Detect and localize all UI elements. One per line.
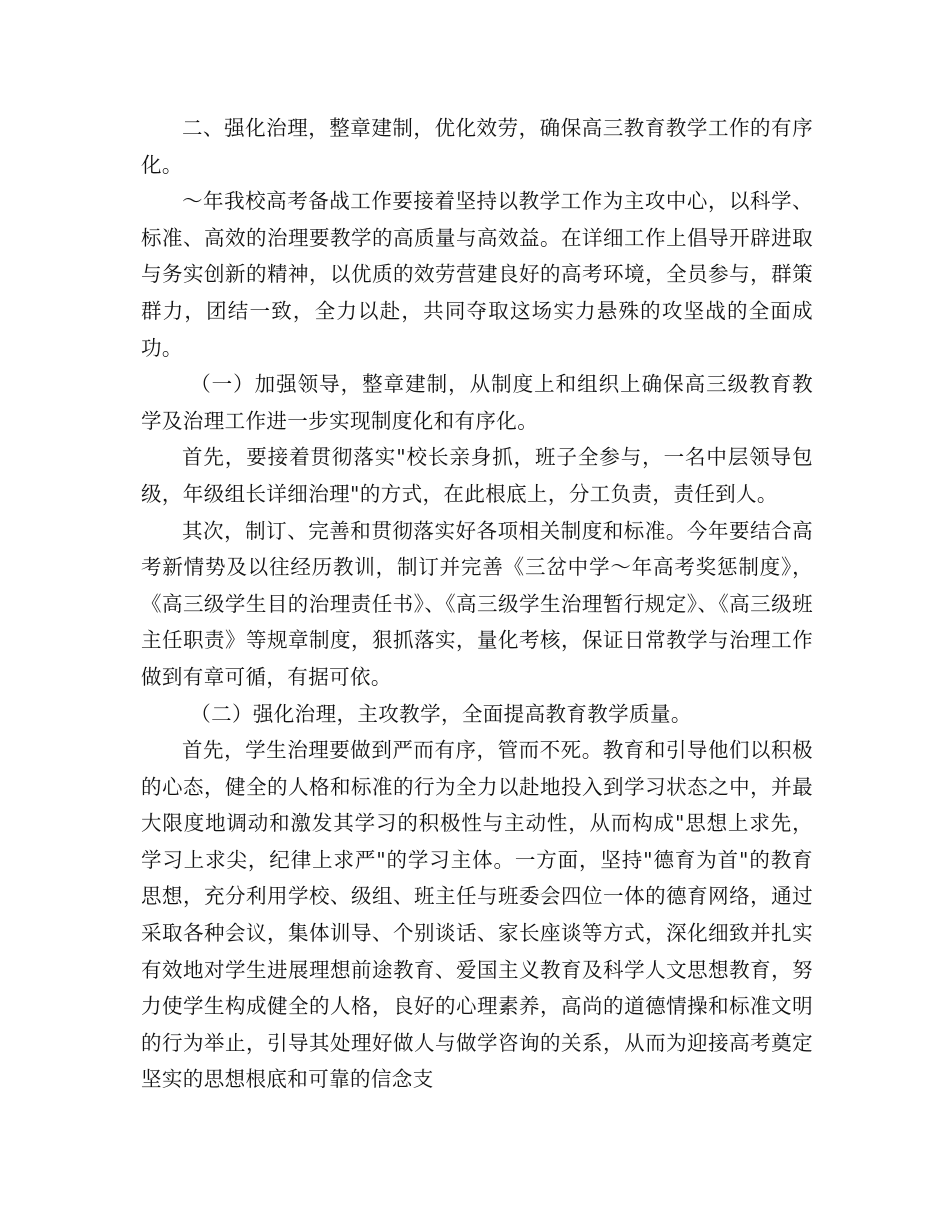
body-paragraph: 首先，要接着贯彻落实"校长亲身抓，班子全参与，一名中层领导包级，年级组长详细治理"的方式，在此根底上，分工负责，责任到人。: [141, 445, 813, 506]
document-body: [141, 110, 813, 1098]
body-paragraph: 其次，制订、完善和贯彻落实好各项相关制度和标准。今年要结合高考新情势及以往经历教训，制订并完善《三岔中学～年高考奖惩制度》，《高三级学生目的治理责任书》、《高三级学生治理暂行规定》、《高三级班主任职责》等规章制度，狠抓落实，量化考核，保证日常教学与治理工作做到有章可循，有据可依。: [141, 518, 813, 689]
subsection-heading-one: （一）加强领导，整章建制，从制度上和组织上确保高三级教育教学及治理工作进一步实现制度化和有序化。: [141, 372, 813, 433]
body-paragraph: ～年我校高考备战工作要接着坚持以教学工作为主攻中心，以科学、标准、高效的治理要教学的高质量与高效益。在详细工作上倡导开辟进取与务实创新的精神，以优质的效劳营建良好的高考环境，全员参与，群策群力，团结一致，全力以赴，共同夺取这场实力悬殊的攻坚战的全面成功。: [141, 189, 813, 360]
subsection-heading-two: （二）强化治理，主攻教学，全面提高教育教学质量。: [190, 701, 692, 726]
section-heading-two: 二、强化治理，整章建制，优化效劳，确保高三教育教学工作的有序化。: [141, 116, 813, 177]
body-paragraph: 首先，学生治理要做到严而有序，管而不死。教育和引导他们以积极的心态，健全的人格和标准的行为全力以赴地投入到学习状态之中，并最大限度地调动和激发其学习的积极性与主动性，从而构成"思想上求先，学习上求尖，纪律上求严"的学习主体。一方面，坚持"德育为首"的教育思想，充分利用学校、级组、班主任与班委会四位一体的德育网络，通过采取各种会议，集体训导、个别谈话、家长座谈等方式，深化细致并扎实有效地对学生进展理想前途教育、爱国主义教育及科学人文思想教育，努力使学生构成健全的人格，良好的心理素养，高尚的道德情操和标准文明的行为举止，引导其处理好做人与做学咨询的关系，从而为迎接高考奠定坚实的思想根底和可靠的信念支: [141, 738, 813, 1092]
